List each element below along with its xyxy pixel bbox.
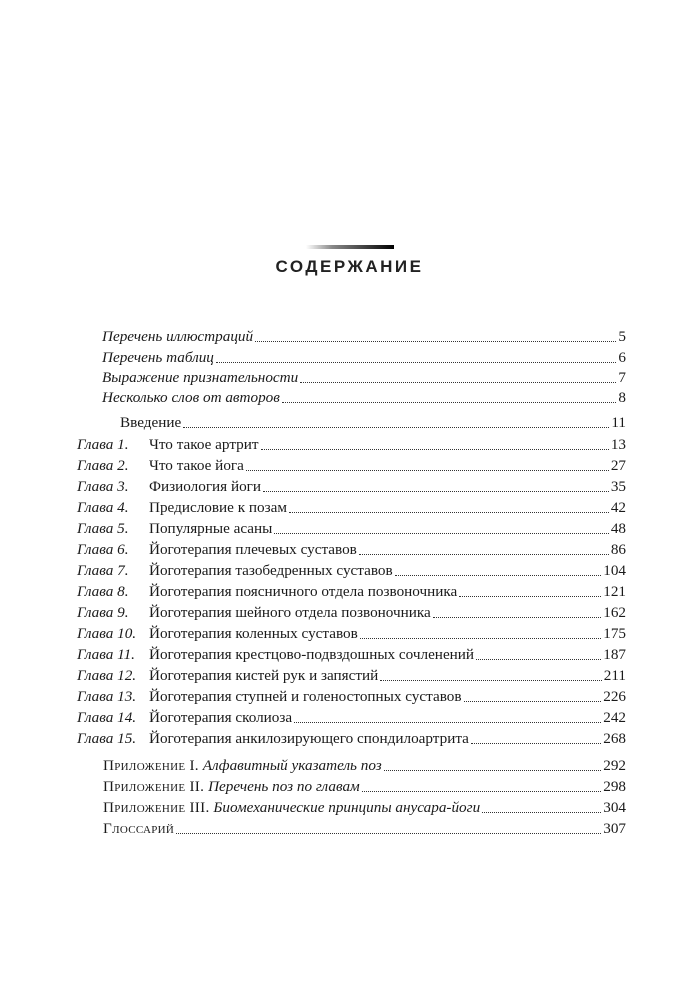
- toc-entry-title: Йоготерапия плечевых суставов: [149, 541, 357, 558]
- toc-entry-title: Перечень иллюстраций: [102, 328, 254, 345]
- appendix-title: Биомеханические принципы анусара-йоги: [213, 799, 481, 816]
- chapter-label: Глава 14.: [77, 709, 137, 726]
- toc-entry-chapter-8[interactable]: [149, 582, 626, 602]
- toc-page-number: 86: [610, 541, 626, 558]
- toc-page-number: 175: [603, 625, 626, 642]
- toc-page-number: 13: [610, 436, 626, 453]
- toc-entry-title: Что такое йога: [149, 457, 244, 474]
- toc-entry-title: Йоготерапия шейного отдела позвоночника: [149, 604, 431, 621]
- toc-entry-chapter-9[interactable]: [149, 603, 626, 623]
- dot-leader: [282, 402, 617, 403]
- dot-leader: [360, 638, 601, 639]
- toc-entry-chapter-11[interactable]: [149, 645, 626, 665]
- toc-entry-title-group: [103, 777, 360, 797]
- toc-entry-glossary[interactable]: [103, 819, 626, 839]
- dot-leader: [359, 554, 609, 555]
- toc-entry-chapter-5[interactable]: [149, 519, 626, 539]
- chapter-label: Глава 7.: [77, 562, 129, 579]
- toc-page-number: 8: [618, 389, 626, 406]
- toc-entry-title: Йоготерапия поясничного отдела позвоночника: [149, 583, 458, 600]
- dot-leader: [300, 382, 616, 383]
- toc-entry-title: Популярные асаны: [149, 520, 273, 537]
- dot-leader: [464, 701, 602, 702]
- toc-entry-chapter-14[interactable]: [149, 708, 626, 728]
- toc-entry-chapter-13[interactable]: [149, 687, 626, 707]
- toc-page-number: 42: [610, 499, 626, 516]
- dot-leader: [294, 722, 601, 723]
- chapter-label: Глава 5.: [77, 520, 129, 537]
- appendix-label: Приложение I.: [103, 757, 199, 774]
- dot-leader: [482, 812, 601, 813]
- toc-page-number: 226: [603, 688, 626, 705]
- dot-leader: [380, 680, 602, 681]
- appendix-title: Перечень поз по главам: [208, 778, 360, 795]
- toc-page-number: 35: [610, 478, 626, 495]
- toc-entry-title: Выражение признательности: [102, 369, 299, 386]
- dot-leader: [176, 833, 601, 834]
- toc-entry-title: Йоготерапия кистей рук и запястий: [149, 667, 379, 684]
- toc-page-number: 121: [603, 583, 626, 600]
- toc-entry-tables[interactable]: [102, 348, 626, 368]
- dot-leader: [246, 470, 609, 471]
- chapter-label: Глава 13.: [77, 688, 137, 705]
- toc-entry-chapter-1[interactable]: [149, 435, 626, 455]
- chapter-label: Глава 3.: [77, 478, 129, 495]
- toc-entry-title: Введение: [120, 414, 182, 431]
- chapter-label: Глава 6.: [77, 541, 129, 558]
- toc-entry-title: Предисловие к позам: [149, 499, 287, 516]
- toc-entry-chapter-6[interactable]: [149, 540, 626, 560]
- toc-entry-chapter-10[interactable]: [149, 624, 626, 644]
- toc-entry-appendix-3[interactable]: [103, 798, 626, 818]
- toc-entry-title-group: [103, 756, 382, 776]
- toc-entry-chapter-2[interactable]: [149, 456, 626, 476]
- toc-entry-title: Глоссарий: [103, 820, 175, 837]
- toc-entry-appendix-1[interactable]: [103, 756, 626, 776]
- dot-leader: [263, 491, 609, 492]
- appendix-label: Приложение III.: [103, 799, 210, 816]
- dot-leader: [459, 596, 601, 597]
- toc-entry-illustrations[interactable]: [102, 327, 626, 347]
- toc-page-number: 7: [618, 369, 626, 386]
- toc-page-number: 6: [618, 349, 626, 366]
- dot-leader: [255, 341, 616, 342]
- chapter-label: Глава 12.: [77, 667, 137, 684]
- toc-entry-title: Йоготерапия крестцово-подвздошных сочленений: [149, 646, 475, 663]
- dot-leader: [183, 427, 609, 428]
- dot-leader: [395, 575, 602, 576]
- toc-entry-title-group: [103, 798, 480, 818]
- toc-entry-introduction[interactable]: [120, 413, 626, 433]
- toc-entry-title: Йоготерапия сколиоза: [149, 709, 293, 726]
- dot-leader: [362, 791, 601, 792]
- chapter-label: Глава 4.: [77, 499, 129, 516]
- dot-leader: [274, 533, 608, 534]
- toc-page-number: 307: [603, 820, 626, 837]
- toc-page-number: 104: [603, 562, 626, 579]
- toc-entry-title: Перечень таблиц: [102, 349, 214, 366]
- toc-page-number: 27: [610, 457, 626, 474]
- toc-entry-appendix-2[interactable]: [103, 777, 626, 797]
- toc-page-number: 298: [603, 778, 626, 795]
- dot-leader: [433, 617, 601, 618]
- toc-page-number: 5: [618, 328, 626, 345]
- toc-page-number: 187: [603, 646, 626, 663]
- toc-entry-chapter-4[interactable]: [149, 498, 626, 518]
- chapter-label: Глава 8.: [77, 583, 129, 600]
- toc-page-number: 162: [603, 604, 626, 621]
- chapter-label: Глава 1.: [77, 436, 129, 453]
- toc-entry-acknowledgements[interactable]: [102, 368, 626, 388]
- toc-entry-title: Йоготерапия анкилозирующего спондилоартрита: [149, 730, 469, 747]
- chapter-label: Глава 10.: [77, 625, 137, 642]
- dot-leader: [289, 512, 609, 513]
- toc-entry-title: Йоготерапия тазобедренных суставов: [149, 562, 393, 579]
- toc-entry-title: Что такое артрит: [149, 436, 259, 453]
- chapter-label: Глава 15.: [77, 730, 137, 747]
- toc-entry-title: Физиология йоги: [149, 478, 262, 495]
- dot-leader: [216, 362, 617, 363]
- toc-entry-chapter-12[interactable]: [149, 666, 626, 686]
- appendix-label: Приложение II.: [103, 778, 205, 795]
- chapter-label: Глава 9.: [77, 604, 129, 621]
- toc-entry-title: Несколько слов от авторов: [102, 389, 280, 406]
- toc-entry-chapter-7[interactable]: [149, 561, 626, 581]
- dot-leader: [471, 743, 601, 744]
- toc-page-number: 304: [603, 799, 626, 816]
- toc-page-number: 268: [603, 730, 626, 747]
- toc-entry-authors-note[interactable]: [102, 388, 626, 408]
- toc-page-number: 11: [611, 414, 626, 431]
- appendix-title: Алфавитный указатель поз: [202, 757, 382, 774]
- toc-page-number: 211: [603, 667, 626, 684]
- toc-entry-title: Йоготерапия ступней и голеностопных суставов: [149, 688, 462, 705]
- toc-page-number: 48: [610, 520, 626, 537]
- dot-leader: [261, 449, 609, 450]
- dot-leader: [476, 659, 601, 660]
- toc-entry-chapter-3[interactable]: [149, 477, 626, 497]
- toc-page-number: 292: [603, 757, 626, 774]
- dot-leader: [384, 770, 602, 771]
- toc-page-number: 242: [603, 709, 626, 726]
- toc-entry-chapter-15[interactable]: [149, 729, 626, 749]
- page-title: СОДЕРЖАНИЕ: [275, 257, 424, 276]
- chapter-label: Глава 11.: [77, 646, 135, 663]
- toc-entry-title: Йоготерапия коленных суставов: [149, 625, 358, 642]
- chapter-label: Глава 2.: [77, 457, 129, 474]
